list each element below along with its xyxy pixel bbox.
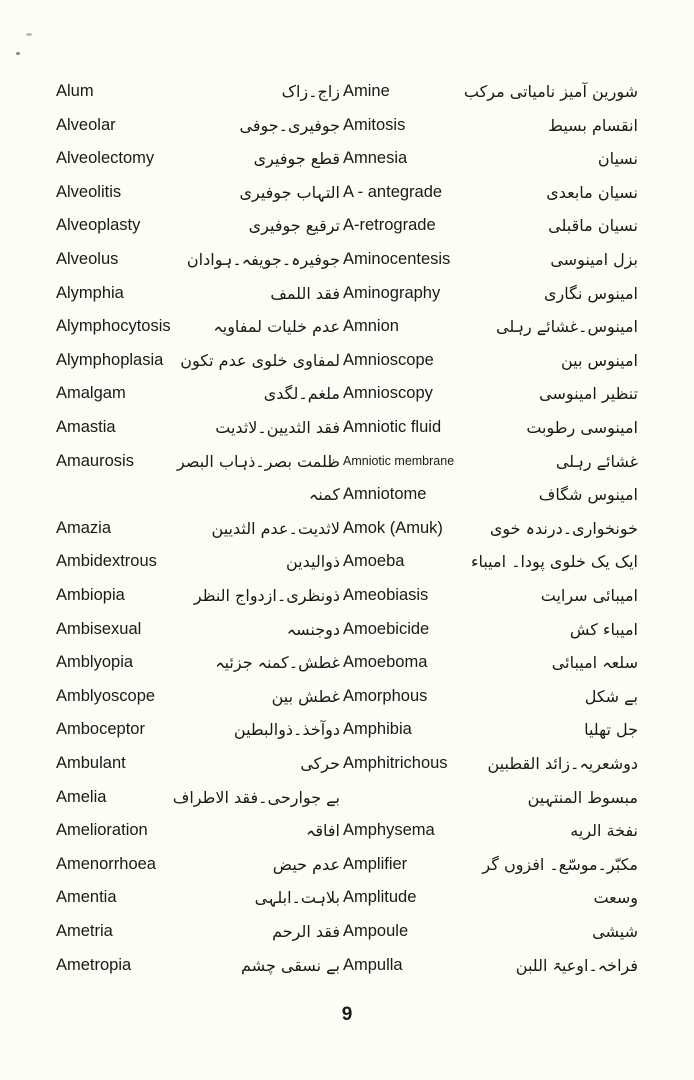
left-term: Amboceptor (56, 720, 145, 739)
glossary-row (0, 445, 694, 478)
left-term: Alveoplasty (56, 216, 141, 235)
right-term: A-retrograde (343, 216, 436, 235)
right-term: Amorphous (343, 686, 428, 705)
left-translation: ملغم۔لگدی (263, 384, 340, 404)
right-term: Amnion (343, 317, 399, 336)
right-term: Amoebicide (343, 619, 430, 638)
right-translation: دوشعریہ۔زائد القطبین (487, 754, 638, 773)
right-term: Amniotic membrane (343, 453, 455, 468)
left-translation: حرکی (300, 754, 340, 773)
left-translation: غطش بین (271, 686, 340, 706)
right-translation: سلعہ امیبائی (551, 653, 638, 673)
left-translation: قطع جوفیری (253, 149, 340, 169)
glossary-row (0, 781, 694, 814)
right-translation: خونخواری۔درندہ خوی (489, 518, 638, 538)
left-translation: ذونظری۔ازدواج النظر (193, 586, 340, 605)
glossary-row (0, 680, 694, 713)
right-translation: وسعت (593, 888, 638, 908)
right-translation: فراخہ۔اوعیۃ اللبن (515, 955, 638, 975)
right-translation: بزل امینوسی (550, 250, 638, 269)
left-term: Alymphocytosis (56, 317, 171, 336)
left-term: Amalgam (56, 384, 126, 403)
right-translation: تنظیر امینوسی (539, 384, 638, 404)
left-term: Alymphia (56, 283, 124, 302)
glossary-row (0, 411, 694, 444)
left-translation: دوآخذ۔ذوالبطین (233, 720, 340, 740)
glossary-row (0, 747, 694, 780)
right-term: Amniotic fluid (343, 418, 442, 436)
left-term: Alveolar (56, 115, 116, 134)
paper-speck (26, 33, 32, 36)
left-translation: ترقیع جوفیری (248, 216, 340, 236)
glossary-row (0, 478, 694, 511)
right-term: Amplitude (343, 888, 417, 907)
left-term: Ambisexual (56, 619, 142, 638)
right-translation: انقسام بسیط (548, 115, 638, 135)
right-term: Amplifier (343, 854, 408, 873)
paper-speck (16, 52, 20, 55)
right-translation: امیباء کش (569, 619, 638, 639)
right-term: Aminocentesis (343, 250, 451, 268)
left-translation: بلاہت۔ابلہی (254, 888, 340, 908)
left-translation: فقد الرحم (272, 922, 340, 941)
left-term: Alveolus (56, 250, 119, 268)
right-term: Amoeboma (343, 653, 428, 672)
right-term: Amitosis (343, 115, 406, 134)
right-term: Amphysema (343, 821, 435, 840)
right-translation: شورین آمیز نامیاتی مرکب (463, 82, 638, 101)
left-translation: زاج۔زاک (281, 82, 340, 101)
left-translation: دوجنسہ (286, 619, 340, 639)
left-term: Amelia (56, 787, 107, 806)
left-term: Alveolectomy (56, 149, 155, 168)
left-translation: کمنہ (308, 485, 340, 505)
left-term: Alum (56, 82, 94, 100)
right-translation: نفخة الريه (570, 821, 638, 841)
left-translation: غطش۔کمنہ جزئیہ (215, 653, 340, 673)
left-translation: جوفیرہ۔جویفہ۔ہوادان (186, 250, 340, 269)
right-translation: شیشی (592, 922, 638, 941)
left-term: Ametria (56, 922, 113, 940)
left-translation: عدم حیض (272, 854, 340, 874)
left-term: Alveolitis (56, 182, 122, 201)
glossary-row (0, 713, 694, 746)
right-translation: بے شکل (584, 686, 638, 706)
right-translation: امینوسی رطوبت (526, 418, 638, 437)
left-term: Ametropia (56, 955, 132, 974)
right-translation: امینوس بین (560, 350, 638, 370)
right-term: Aminography (343, 283, 441, 302)
right-term: Amine (343, 82, 390, 100)
right-translation: ایک یک خلوی پودا۔ امیباء (470, 552, 638, 572)
left-translation: بے جوارحی۔فقد الاطراف (172, 787, 340, 807)
right-term: Amok (Amuk) (343, 518, 443, 537)
glossary-row (0, 579, 694, 612)
left-term: Ambidextrous (56, 552, 157, 571)
glossary-row (0, 243, 694, 276)
glossary-row (0, 344, 694, 377)
glossary-row (0, 814, 694, 847)
left-term: Amentia (56, 888, 117, 907)
left-translation: التہاب جوفیری (239, 182, 340, 202)
glossary-row (0, 176, 694, 209)
right-term: Ampulla (343, 955, 403, 974)
right-term: Ameobiasis (343, 586, 429, 604)
left-term: Amelioration (56, 821, 148, 840)
left-term: Amblyoscope (56, 686, 156, 705)
left-translation: بے نسقی چشم (241, 955, 340, 975)
left-translation: فقد الثدیین۔لاثدیت (215, 418, 340, 437)
left-translation: لاثدیت۔عدم الثدیین (211, 518, 340, 538)
right-term: Amnioscope (343, 350, 434, 369)
left-term: Amblyopia (56, 653, 134, 672)
left-translation: فقد اللمف (270, 283, 340, 303)
left-translation: ذوالیدین (285, 552, 340, 572)
page-number: 9 (341, 1004, 353, 1025)
left-term: Ambiopia (56, 586, 125, 604)
right-translation: مکبّر۔موسّع۔ افزوں گر (482, 854, 638, 874)
right-term: Amnesia (343, 149, 408, 168)
left-translation: جوفیری۔جوفی (239, 115, 340, 135)
left-term: Ambulant (56, 754, 126, 772)
glossary-row (0, 75, 694, 108)
glossary-row (0, 915, 694, 948)
glossary-row (0, 545, 694, 578)
glossary-row (0, 377, 694, 410)
glossary-row (0, 109, 694, 142)
right-term: A - antegrade (343, 182, 443, 201)
glossary-row (0, 613, 694, 646)
glossary-row (0, 949, 694, 982)
glossary-row (0, 848, 694, 881)
glossary-row (0, 209, 694, 242)
left-translation: عدم خلیات لمفاویہ (213, 317, 340, 337)
glossary-row (0, 512, 694, 545)
glossary-row (0, 646, 694, 679)
right-translation: جل تھلیا (584, 720, 638, 740)
right-translation: امینوس شگاف (538, 485, 638, 505)
right-term: Amoeba (343, 552, 405, 571)
right-translation: امینوس۔غشائے رہلی (495, 317, 638, 337)
right-translation: امیبائی سرایت (540, 586, 638, 605)
right-translation: نسیان مابعدی (546, 182, 638, 202)
right-translation: غشائے رہلی (555, 451, 638, 471)
left-term: Amenorrhoea (56, 854, 156, 873)
right-translation: امینوس نگاری (544, 283, 638, 303)
right-term: Amphitrichous (343, 754, 448, 772)
right-term: Amnioscopy (343, 384, 433, 403)
left-translation: لمفاوی خلوی عدم تکون (180, 350, 340, 370)
left-term: Amaurosis (56, 451, 134, 470)
glossary-row (0, 277, 694, 310)
right-term: Amphibia (343, 720, 412, 739)
left-term: Amazia (56, 518, 112, 537)
glossary-row (0, 142, 694, 175)
left-term: Alymphoplasia (56, 350, 164, 369)
right-translation: نسیان (597, 149, 638, 169)
glossary-row (0, 881, 694, 914)
right-translation: نسیان ماقبلی (548, 216, 638, 236)
left-translation: ظلمت بصر۔ذہاب البصر (177, 451, 340, 471)
right-term: Amniotome (343, 485, 427, 504)
left-translation: افاقہ (306, 821, 340, 841)
right-term: Ampoule (343, 922, 409, 940)
left-term: Amastia (56, 418, 116, 436)
right-translation: مبسوط المنتہین (527, 787, 638, 807)
glossary-row (0, 310, 694, 343)
